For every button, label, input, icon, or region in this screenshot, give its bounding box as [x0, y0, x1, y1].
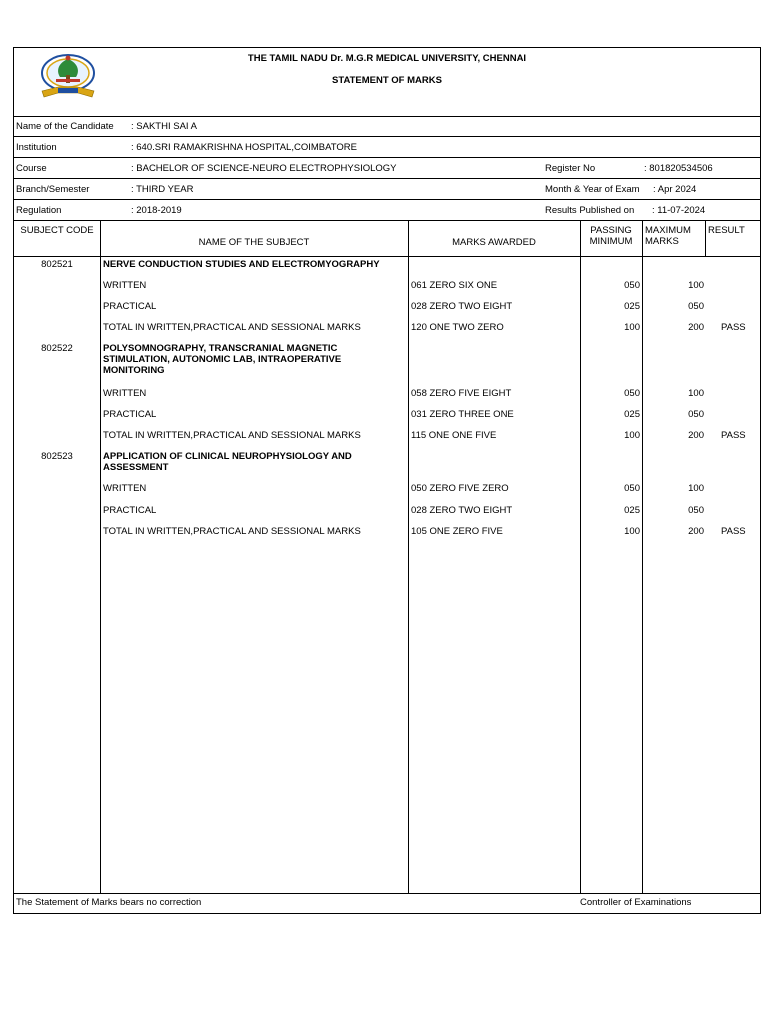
- row-marks: 050 ZERO FIVE ZERO: [411, 483, 509, 494]
- row-result: PASS: [721, 430, 746, 441]
- no-correction-note: The Statement of Marks bears no correction: [16, 897, 202, 908]
- regulation-value: : 2018-2019: [131, 205, 182, 216]
- row-max: 200: [688, 526, 704, 537]
- row-min: 100: [624, 322, 640, 333]
- row-label: PRACTICAL: [103, 409, 157, 420]
- course-label: Course: [16, 163, 47, 174]
- row-label: TOTAL IN WRITTEN,PRACTICAL AND SESSIONAL MARKS: [103, 322, 361, 333]
- subject-title: NERVE CONDUCTION STUDIES AND ELECTROMYOGRAPHY: [103, 259, 380, 270]
- row-min: 100: [624, 430, 640, 441]
- subject-code: 802523: [41, 451, 73, 462]
- header-subject-name: NAME OF THE SUBJECT: [198, 237, 310, 248]
- branch-label: Branch/Semester: [16, 184, 90, 195]
- register-value: : 801820534506: [644, 163, 713, 174]
- row-min: 050: [624, 483, 640, 494]
- row-max: 050: [688, 409, 704, 420]
- name-label: Name of the Candidate: [16, 121, 114, 132]
- document-title: STATEMENT OF MARKS: [332, 75, 442, 86]
- row-label: WRITTEN: [103, 280, 147, 291]
- subject-title: APPLICATION OF CLINICAL NEUROPHYSIOLOGY AND ASSESSMENT: [103, 451, 352, 473]
- row-max: 200: [688, 322, 704, 333]
- row-min: 050: [624, 388, 640, 399]
- row-min: 025: [624, 301, 640, 312]
- subject-code: 802522: [41, 343, 73, 354]
- exam-value: : Apr 2024: [653, 184, 697, 195]
- results-value: : 11-07-2024: [652, 205, 706, 216]
- row-max: 200: [688, 430, 704, 441]
- exam-label: Month & Year of Exam: [545, 184, 640, 195]
- row-max: 050: [688, 505, 704, 516]
- header-subject-code: SUBJECT CODE: [20, 225, 94, 236]
- row-min: 025: [624, 505, 640, 516]
- row-label: WRITTEN: [103, 388, 147, 399]
- row-max: 050: [688, 301, 704, 312]
- row-max: 100: [688, 280, 704, 291]
- row-result: PASS: [721, 322, 746, 333]
- row-label: PRACTICAL: [103, 301, 157, 312]
- subject-code: 802521: [41, 259, 73, 270]
- row-min: 025: [624, 409, 640, 420]
- statement-of-marks-document: [13, 47, 761, 914]
- row-marks: 028 ZERO TWO EIGHT: [411, 301, 513, 312]
- row-label: TOTAL IN WRITTEN,PRACTICAL AND SESSIONAL MARKS: [103, 526, 361, 537]
- row-label: TOTAL IN WRITTEN,PRACTICAL AND SESSIONAL MARKS: [103, 430, 361, 441]
- header-result: RESULT: [708, 225, 745, 236]
- course-value: : BACHELOR OF SCIENCE-NEURO ELECTROPHYSIOLOGY: [131, 163, 397, 174]
- row-marks: 031 ZERO THREE ONE: [411, 409, 514, 420]
- row-label: PRACTICAL: [103, 505, 157, 516]
- row-marks: 028 ZERO TWO EIGHT: [411, 505, 513, 516]
- row-max: 100: [688, 388, 704, 399]
- controller-signatory: Controller of Examinations: [580, 897, 692, 908]
- results-label: Results Published on: [545, 205, 635, 216]
- name-value: : SAKTHI SAI A: [131, 121, 197, 132]
- row-label: WRITTEN: [103, 483, 147, 494]
- row-result: PASS: [721, 526, 746, 537]
- regulation-label: Regulation: [16, 205, 62, 216]
- subject-title: POLYSOMNOGRAPHY, TRANSCRANIAL MAGNETIC STIMULATION, AUTONOMIC LAB, INTRAOPERATIVE MONITORING: [103, 343, 342, 376]
- row-marks: 105 ONE ZERO FIVE: [411, 526, 503, 537]
- header-maximum-marks: MAXIMUM MARKS: [645, 225, 691, 247]
- university-name: THE TAMIL NADU Dr. M.G.R MEDICAL UNIVERSITY, CHENNAI: [247, 53, 527, 64]
- row-marks: 061 ZERO SIX ONE: [411, 280, 498, 291]
- row-marks: 120 ONE TWO ZERO: [411, 322, 504, 333]
- branch-value: : THIRD YEAR: [131, 184, 194, 195]
- row-max: 100: [688, 483, 704, 494]
- row-min: 050: [624, 280, 640, 291]
- register-label: Register No: [545, 163, 596, 174]
- row-marks: 058 ZERO FIVE EIGHT: [411, 388, 512, 399]
- header-marks-awarded: MARKS AWARDED: [452, 237, 536, 248]
- row-marks: 115 ONE ONE FIVE: [411, 430, 497, 441]
- institution-label: Institution: [16, 142, 57, 153]
- institution-value: : 640.SRI RAMAKRISHNA HOSPITAL,COIMBATORE: [131, 142, 357, 153]
- header-passing-minimum: PASSING MINIMUM: [589, 225, 633, 247]
- row-min: 100: [624, 526, 640, 537]
